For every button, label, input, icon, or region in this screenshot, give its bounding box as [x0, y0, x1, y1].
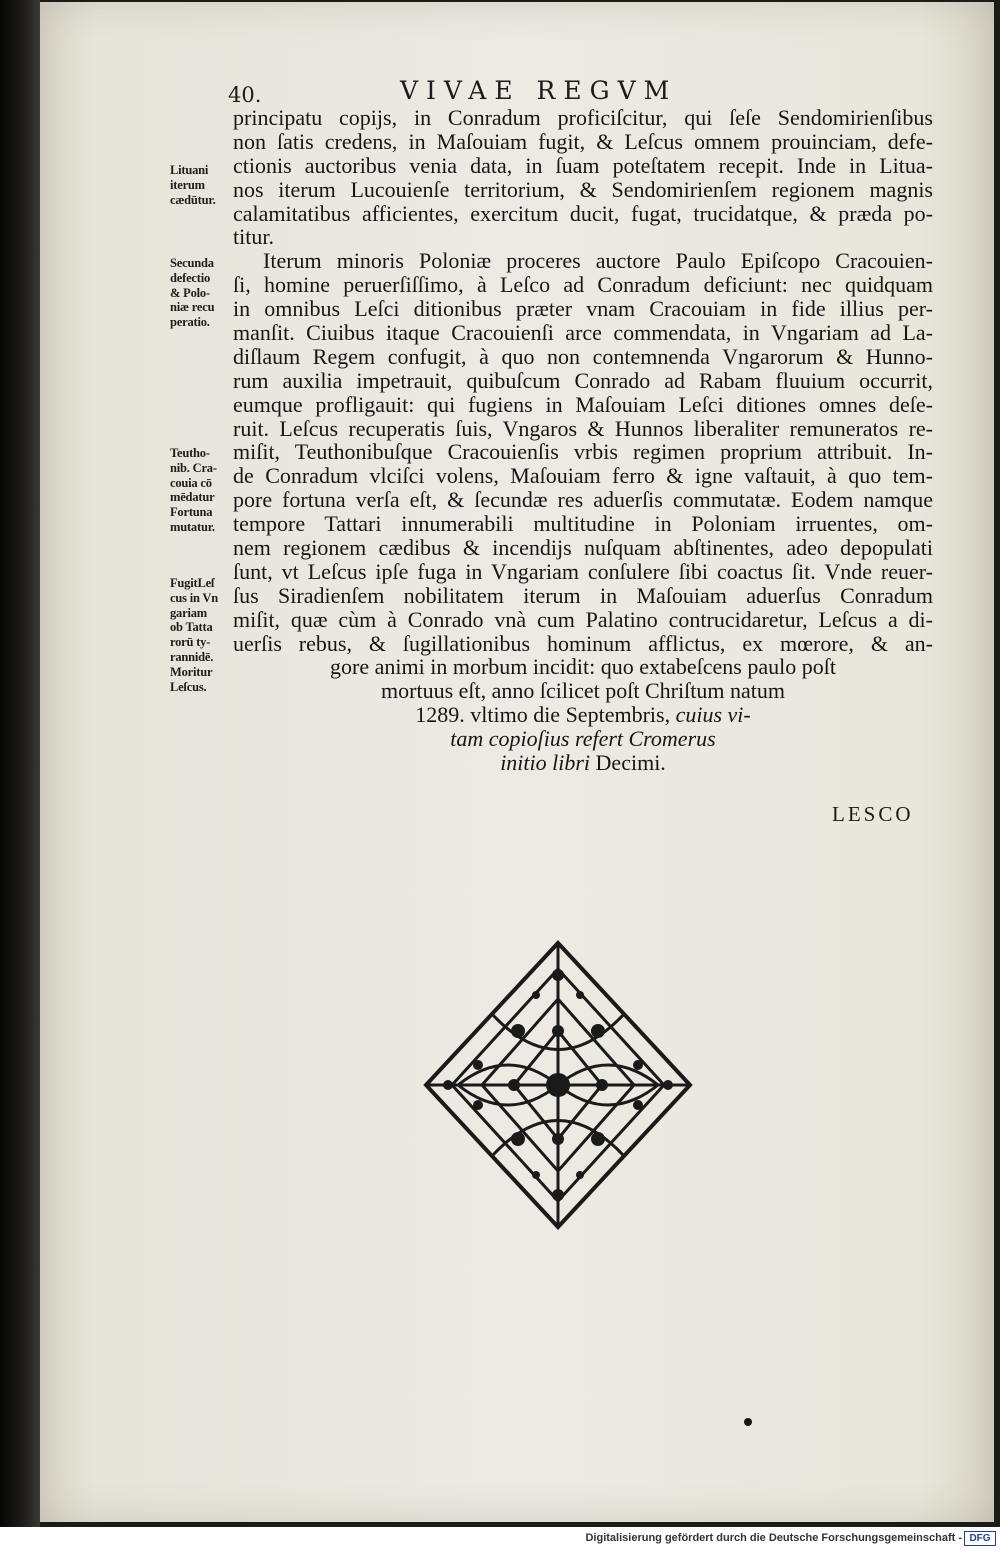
marginal-note-lituani [170, 163, 234, 207]
text-line: tam copioſius refert Cromerus [450, 726, 716, 752]
text-line: ſus Siradienſem nobilitatem iterum in Maſouiam aduerſus Conradum [233, 582, 933, 608]
book-reference: Decimi. [595, 750, 666, 776]
text-line: gore animi in morbum incidit: quo extabeſcens paulo poſt [330, 654, 836, 680]
marginal-line: Fortuna [170, 505, 213, 520]
text-line: miſit, quæ cùm à Conrado vnà cum Palatino contrucidaretur, Leſcus a di- [233, 606, 933, 632]
dfg-logo-icon: DFG [964, 1531, 996, 1546]
marginal-line: cædūtur. [170, 192, 216, 207]
text-line: ſunt, vt Leſcus ipſe fuga in Vngariam conſulere ſibi coactus ſit. Vnde reuer- [233, 558, 933, 584]
running-head: VIVAE REGVM [400, 76, 678, 105]
marginal-line: cus in Vn [170, 590, 218, 605]
text-line: pore fortuna verſa eſt, & ſecundæ res aduerſis commutatæ. Eodem namque [233, 487, 933, 513]
marginal-note-secunda [170, 256, 234, 330]
text-line: uerſis rebus, & ſugillationibus hominum afflictus, ex mœrore, & an- [233, 630, 933, 656]
marginal-line: Lituani [170, 163, 209, 177]
text-line: in omnibus Leſci ditionibus præter vnam Cracouiam in fide illius per- [233, 296, 933, 322]
footer-credit-text: Digitalisierung gefördert durch die Deutsche Forschungsgemeinschaft - [585, 1532, 962, 1544]
text-line: diſlaum Regem confugit, à quo non contemnenda Vngarorum & Hunno- [233, 343, 933, 369]
text-line: principatu copijs, in Conradum proficiſcitur, qui ſeſe Sendomirienſibus [233, 105, 933, 130]
marginal-line: Leſcus. [170, 679, 207, 694]
marginal-line: Teutho- [170, 446, 210, 460]
marginal-line: ob Tatta [170, 620, 213, 635]
marginal-line: niæ recu [170, 300, 215, 315]
ink-dot [744, 1418, 752, 1426]
text-line: rum auxilia impetrauit, quibuſcum Conrado ad Rabam fluuium occurrit, [233, 367, 933, 393]
text-line: tempore Tattari innumerabili multitudine in Poloniam irruentes, om- [233, 511, 933, 537]
marginal-line: rannidē. [170, 649, 214, 664]
italic-text: cuius vi- [675, 702, 751, 728]
text-line: mortuus eſt, anno ſcilicet poſt Chriſtum natum [381, 678, 785, 704]
book-spine-shadow [0, 0, 40, 1527]
marginal-line: gariam [170, 605, 207, 620]
catchword: LESCO [832, 802, 914, 826]
marginal-line: mēdatur [170, 490, 215, 505]
marginal-line: iterum [170, 177, 205, 192]
text-line [233, 703, 933, 727]
marginal-line: & Polo- [170, 285, 210, 300]
text-line: manſit. Ciuibus itaque Cracouienſi arce commendata, in Vngariam ad La- [233, 320, 933, 346]
marginal-line: defectio [170, 270, 211, 285]
marginal-line: nib. Cra- [170, 460, 217, 475]
marginal-line: rorū ty- [170, 635, 211, 650]
diamond-ornament-icon [418, 935, 698, 1235]
text-line: titur. [233, 224, 274, 250]
text-line: de Conradum vlciſci volens, Maſouiam ferro & igne vaſtauit, à quo tem- [233, 463, 933, 489]
marginal-line: mutatur. [170, 519, 215, 534]
text-line: ruit. Leſcus recuperatis ſuis, Vngaros & Hunnos liberaliter remuneratos re- [233, 415, 933, 441]
marginal-note-fugit [170, 576, 234, 694]
main-text-block [233, 106, 933, 775]
digitization-footer [0, 1527, 1000, 1549]
text-line: Iterum minoris Poloniæ proceres auctore Paulo Epiſcopo Cracouien- [263, 248, 933, 274]
text-line: nos iterum Lucouienſe territorium, & Sendomirienſem regionem magnis [233, 176, 933, 202]
marginal-line: Secunda [170, 256, 214, 270]
text-line [233, 751, 933, 775]
marginal-line: Moritur [170, 664, 213, 679]
date-text: 1289. vltimo die Septembris, [415, 702, 671, 728]
page-number: 40. [228, 83, 262, 107]
text-line: nem regionem cædibus & incendijs nuſquam abſtinentes, adeo depopulati [233, 535, 933, 561]
text-line: ctionis auctoribus venia data, in ſuam poteſtatem recepit. Inde in Litua- [233, 152, 933, 178]
text-line: miſit, Teuthonibuſque Cracouienſis vrbis regimen proprium attribuit. In- [233, 439, 933, 465]
marginal-line: peratio. [170, 315, 210, 330]
marginal-line: FugitLeſ [170, 576, 215, 590]
text-line: ſi, homine peruerſiſſimo, à Leſco ad Conradum deficiunt: nec quidquam [233, 272, 933, 298]
marginal-line: couia cō [170, 475, 212, 490]
marginal-note-teuthonib [170, 446, 234, 535]
italic-text: initio libri [500, 750, 591, 776]
text-line: non ſatis credens, in Maſouiam fugit, & Leſcus omnem prouinciam, defe- [233, 128, 933, 154]
text-line: calamitatibus afficientes, exercitum ducit, fugat, trucidatque, & præda po- [233, 200, 933, 226]
text-line: eumque profligauit: qui fugiens in Maſouiam Leſci ditiones omnes deſe- [233, 391, 933, 417]
